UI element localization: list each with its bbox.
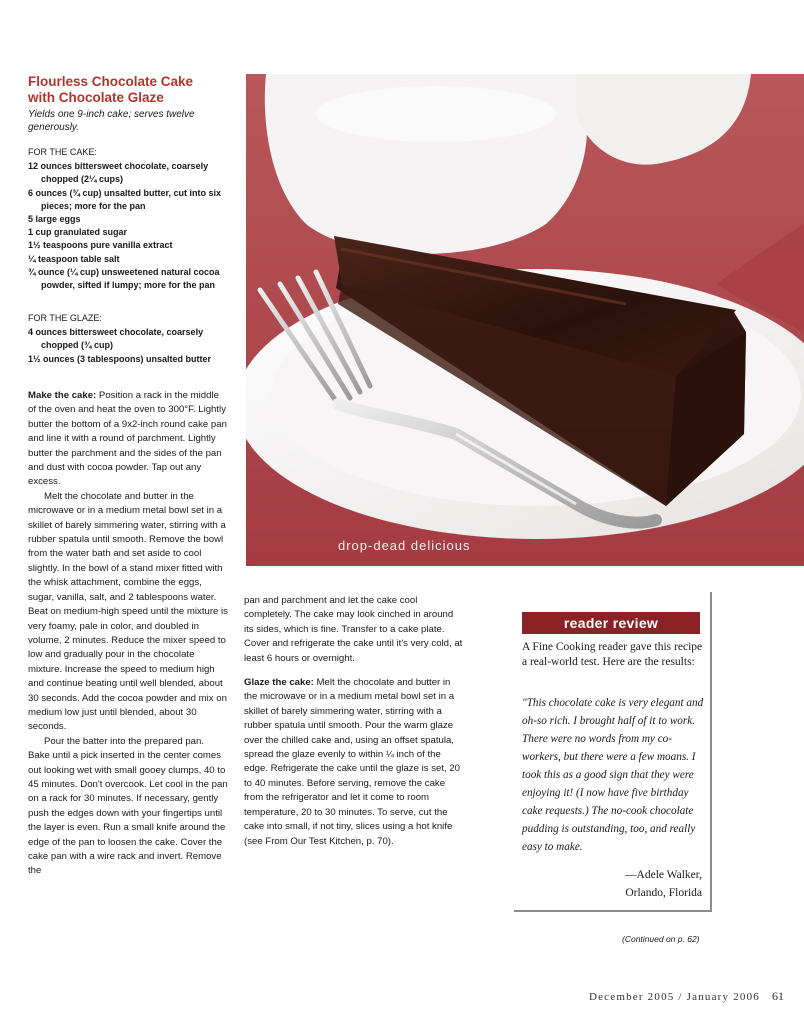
- reader-review-location: Orlando, Florida: [625, 887, 702, 899]
- reader-review-author: —Adele Walker,: [625, 869, 702, 881]
- reader-review-attribution: [542, 866, 702, 902]
- pour-paragraph: Pour the batter into the prepared pan. Bake until a pick inserted in the center comes out looking wet with small gooey clumps, 40 to 45 minutes. Don't overcook. Let cool in the pan on a rack for 30 minutes. If necessary, gently push the edges down with your fingertips until the layer is even. Run a small knife around the edge of the pan to loosen the cake. Cover the cake pan with a wire rack and invert. Remove the: [28, 735, 228, 877]
- recipe-title-line2: with Chocolate Glaze: [28, 90, 164, 105]
- ingredient-item: 1 cup granulated sugar: [28, 227, 128, 238]
- make-cake-paragraph: [28, 389, 228, 490]
- recipe-title: [28, 74, 238, 106]
- method-column-1: [28, 389, 228, 879]
- glaze-ingredients-header: FOR THE GLAZE:: [28, 313, 102, 323]
- recipe-title-line1: Flourless Chocolate Cake: [28, 74, 194, 89]
- ingredient-item: 4 ounces bittersweet chocolate, coarsely chopped (¾ cup): [28, 327, 204, 351]
- make-cake-lead: Make the cake:: [28, 390, 97, 401]
- reader-review-box: [514, 592, 712, 912]
- page-footer: [514, 989, 784, 1004]
- reader-review-quote: "This chocolate cake is very elegant and oh-so rich. I brought half of it to work. There were no words from my co-workers, but there were a few moans. I took this as a good sign that they were enjoying it! (I now have five birthday cake requests.) The no-cook chocolate pudding is outstanding, too, and really easy to make.: [522, 697, 704, 853]
- cake-ingredients: [28, 146, 232, 292]
- page-number: 61: [772, 989, 784, 1003]
- ingredient-item: 6 ounces (¾ cup) unsalted butter, cut into six pieces; more for the pan: [28, 187, 222, 211]
- ingredient-item: 1½ ounces (3 tablespoons) unsalted butter: [28, 353, 212, 364]
- method-column-2: [244, 594, 464, 849]
- continued-note: (Continued on p. 62): [622, 934, 700, 944]
- reader-review-heading: reader review: [522, 612, 700, 634]
- ingredient-item: ¼ teaspoon table salt: [28, 253, 120, 264]
- recipe-yield: Yields one 9-inch cake; serves twelve generously.: [28, 109, 195, 133]
- glaze-text: Melt the chocolate and butter in the microwave or in a medium metal bowl set in a skillet of barely simmering water, stirring with a rubber spatula until smooth. Pour the warm glaze over the chilled cake and, using an offset spatula, spread the glaze evenly to within ¼ inch of the edge. Refrigerate the cake until the glaze is set, 20 to 40 minutes. Before serving, remove the cake from the refrigerator and let it come to room temperature, 20 to 30 minutes. To serve, cut the cake into small, if not tiny, slices using a hot knife (see From Our Test Kitchen, p. 70).: [244, 677, 460, 847]
- glaze-lead: Glaze the cake:: [244, 677, 314, 689]
- glaze-ingredients: [28, 312, 232, 366]
- issue-date: December 2005 / January 2006: [588, 991, 760, 1003]
- ingredient-item: 1½ teaspoons pure vanilla extract: [28, 240, 173, 251]
- glaze-paragraph: [244, 676, 464, 849]
- reader-review-intro: A Fine Cooking reader gave this recipe a real-world test. Here are the results:: [522, 641, 703, 668]
- cake-ingredients-header: FOR THE CAKE:: [28, 147, 97, 157]
- ingredient-item: ¾ ounce (¼ cup) unsweetened natural cocoa powder, sifted if lumpy; more for the pan: [28, 266, 220, 291]
- ingredient-item: 12 ounces bittersweet chocolate, coarsely chopped (2¼ cups): [28, 161, 209, 185]
- melt-paragraph: Melt the chocolate and butter in the microwave or in a medium metal bowl set in a skillet of barely simmering water, stirring with a rubber spatula until smooth. Remove the bowl from the water bath and set aside to cool slightly. In the bowl of a stand mixer fitted with the whisk attachment, combine the eggs, sugar, vanilla, salt, and 2 tablespoons water. Beat on medium-high speed until the mixture is very foamy, pale in color, and doubled in volume, 2 minutes. Reduce the mixer speed to low and gradually pour in the chocolate mixture. Increase the speed to medium high and continue beating until well blended, about 30 seconds. Add the cocoa powder and mix on medium low just until blended, about 30 seconds.: [28, 490, 228, 733]
- make-cake-text: Position a rack in the middle of the oven and heat the oven to 300°F. Lightly butter the bottom of a 9x2-inch round cake pan and line it with a round of parchment. Lightly butter the parchment and the sides of the pan and dust with cocoa powder. Tap out any excess.: [28, 390, 227, 488]
- cake-photo: [246, 74, 804, 566]
- ingredient-item: 5 large eggs: [28, 214, 81, 225]
- photo-caption: drop-dead delicious: [338, 538, 471, 553]
- cool-paragraph: pan and parchment and let the cake cool completely. The cake may look cinched in around its sides, which is fine. Transfer to a cake plate. Cover and refrigerate the cake until it's very cold, at least 6 hours or overnight.: [244, 595, 463, 664]
